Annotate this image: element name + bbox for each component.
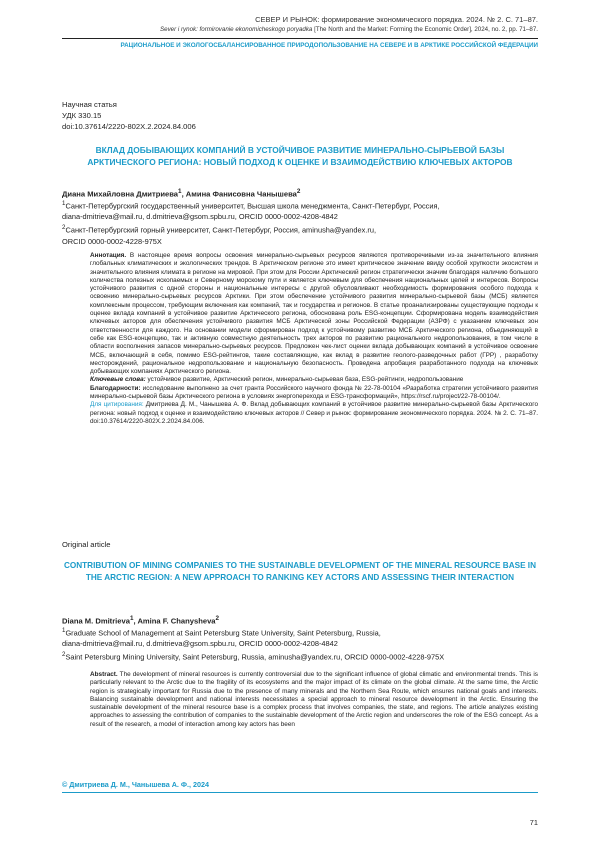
author-1-ru-sup: 1	[178, 188, 182, 195]
keywords-label-ru: Ключевые слова:	[90, 376, 146, 384]
abstract-block-ru	[90, 252, 538, 426]
affiliation-1-ru-text: Санкт-Петербургский государственный университет, Высшая школа менеджмента, Санкт-Петербург, Россия,	[65, 201, 440, 211]
journal-citation-en-rest: [The North and the Market: Forming the Economic Order], 2024, no. 2, pp. 71–87.	[312, 26, 538, 33]
author-2-en: Amina F. Chanysheva	[137, 616, 216, 626]
author-2-ru: Амина Фанисовна Чанышева	[185, 189, 297, 199]
article-type-ru: Научная статья	[62, 100, 117, 109]
article-title-ru: ВКЛАД ДОБЫВАЮЩИХ КОМПАНИЙ В УСТОЙЧИВОЕ РАЗВИТИЕ МИНЕРАЛЬНО-СЫРЬЕВОЙ БАЗЫ АРКТИЧЕСКОГО РЕГИОНА: НОВЫЙ ПОДХОД К ОЦЕНКЕ И ВЗАИМОДЕЙСТВИЮ КЛЮЧЕВЫХ АКТОРОВ	[87, 145, 513, 167]
citation-label-ru: Для цитирования:	[90, 401, 144, 409]
citation-text-ru: Дмитриева Д. М., Чанышева А. Ф. Вклад добывающих компаний в устойчивое развитие минерально-сырьевой базы Арктического региона: новый подход к оценке и взаимодействию ключевых акторов // Север и рынок: формирование экономического порядка. 2024. № 2. С. 71–87. doi:10.37614/2220-802X.2.2024.84.006.	[90, 401, 538, 425]
journal-citation-ru: СЕВЕР И РЫНОК: формирование экономического порядка. 2024. № 2. С. 71–87.	[255, 15, 538, 24]
abstract-ru	[90, 252, 538, 376]
acknowledgements-text-ru: исследование выполнено за счет гранта Российского научного фонда № 22-78-00104 «Разработка стратегии устойчивого развития минерально-сырьевой базы Арктического региона в условиях энергоперехода и ESG-трансформаций», https://rscf.ru/project/22-78-00104/.	[90, 384, 538, 401]
authors-en: Diana M. Dmitrieva$^1$, Amina F. Chanysheva$^2$	[62, 615, 220, 626]
journal-title-translit: Sever i rynok: formirovanie ekonomicheskogo poryadka	[160, 26, 313, 33]
author-1-en-sup: 1	[129, 615, 134, 622]
affiliation-2-ru-text: Санкт-Петербургский горный университет, Санкт-Петербург, Россия, aminusha@yandex.ru,	[65, 225, 377, 235]
affiliation-2-ru-contacts: ORCID 0000-0002-4228-975X	[62, 236, 162, 246]
running-header	[62, 14, 538, 51]
author-1-ru: Диана Михайловна Дмитриева	[62, 189, 179, 199]
article-meta	[62, 99, 196, 132]
doi-ru: doi:10.37614/2220-802X.2.2024.84.006	[62, 122, 196, 131]
page-number: 71	[529, 818, 538, 827]
abstract-en	[90, 671, 538, 729]
copyright-notice: © Дмитриева Д. М., Чанышева А. Ф., 2024	[62, 780, 210, 789]
keywords-text-ru: устойчивое развитие, Арктический регион, минерально-сырьевая база, ESG-рейтинги, недропользование	[145, 376, 464, 384]
affiliation-1-ru-sup: 1	[62, 200, 66, 207]
affiliation-2-en-sup: 2	[62, 651, 66, 659]
affiliation-1-en	[62, 625, 538, 638]
citation-ru	[90, 401, 538, 426]
affiliation-1-en-contacts: diana-dmitrieva@mail.ru, d.dmitrieva@gsom.spbu.ru, ORCID 0000-0002-4208-4842	[62, 639, 338, 649]
author-1-en: Diana M. Dmitrieva	[62, 616, 130, 626]
article-title-en: CONTRIBUTION OF MINING COMPANIES TO THE SUSTAINABLE DEVELOPMENT OF THE MINERAL RESOURCE BASE IN THE ARCTIC REGION: A NEW APPROACH TO RANKING KEY ACTORS AND ASSESSING THEIR INTERACTION	[63, 561, 536, 582]
affiliation-2-ru	[62, 222, 538, 235]
affiliations-ru	[62, 198, 538, 247]
abstract-label-ru: Аннотация.	[90, 252, 127, 259]
acknowledgements-ru	[90, 385, 538, 402]
affiliation-2-ru-sup: 2	[62, 224, 66, 232]
author-2-ru-sup: 2	[296, 188, 301, 195]
abstract-text-ru: В настоящее время вопросы освоения минерально-сырьевых ресурсов являются противоречивыми из-за значительного влияния глобальных климатических и экологических трендов. В Арктическом регионе это имеет критическое значение ввиду особой хрупкости экосистем и значительного влияния климата в регионе на мировой. При этом для России Арктический регион стратегически значим благодаря наличию большого количества полезных ископаемых и Северному морскому пути и является ключевым для обеспечения национальных целей и интересов. Вопросы устойчивого развития с одной стороны и национальные интересы с другой обусловливают необходимость формирования особого подхода к освоению минерально-сырьевых ресурсов Арктики. При этом обеспечение устойчивого развития минерально-сырьевой базы (МСБ) является комплексным процессом, требующим включения как компаний, так и государства и регионов. В статье проанализированы существующие подходы к оценке вклада компаний в устойчивое развитие Арктического региона, обоснована роль ESG-концепции. Сформирована модель взаимодействия ключевых акторов для обеспечения устойчивого развития МСБ Арктической зоны Российской Федерации (АЗРФ) с указанием ключевых зон ответственности для каждого. На основании модели сформирован подход к устойчивому развитию МСБ Арктического региона, объединяющий в себе как ESG-концепцию, так и активную совместную деятельность трех акторов по развитию рационального недропользования, в том числе в области восполнения запасов минерально-сырьевых ресурсов. Предложен чек-лист оценки вклада добывающих компаний в устойчивое освоение МСБ, включающий в себя, помимо ESG-рейтингов, такие составляющие, как вклад в развитие геолого-разведочных работ (ГРР) , разработку месторождений, рациональное недропользование и национальную безопасность. Проведена апробация разработанного подхода на ключевых добывающих компаниях Арктического региона.	[90, 252, 538, 376]
authors-ru: Диана Михайловна Дмитриева$^1$, Амина Фанисовна Чанышева$^2$	[62, 188, 301, 199]
affiliation-2-en-text: Saint Petersburg Mining University, Saint Petersburg, Russia, aminusha@yandex.ru, ORCID 0000-0002-4228-975X	[65, 652, 445, 662]
header-divider	[62, 38, 538, 39]
affiliation-1-ru	[62, 198, 538, 211]
affiliations-en	[62, 625, 538, 663]
acknowledgements-label-ru: Благодарности:	[90, 384, 141, 392]
affiliation-1-en-sup: 1	[62, 627, 66, 634]
affiliation-1-en-text: Graduate School of Management at Saint Petersburg State University, Saint Petersburg, Russia,	[65, 628, 381, 638]
journal-citation-en	[62, 25, 538, 35]
affiliation-1-ru-contacts: diana-dmitrieva@mail.ru, d.dmitrieva@gsom.spbu.ru, ORCID 0000-0002-4208-4842	[62, 212, 338, 222]
abstract-label-en: Abstract.	[90, 671, 118, 678]
abstract-text-en: The development of mineral resources is currently controversial due to the significant influence of global climatic and environmental trends. This is particularly relevant to the Arctic due to the fragility of its ecosystems and the major impact of its climate on the global climate. At the same time, the Arctic region is strategically important for Russia due to the presence of many minerals and the Northern Sea Route, which ensures national goals and interests. Balancing sustainable development and national interests necessitates a special approach to mineral resource development in the Arctic. Ensuring the sustainable development of the mineral resource base is a complex process that involves companies, the state, and regions. The article analyzes existing approaches to assessing the contribution of companies to the sustainable development of the Arctic region and underscores the role of the ESG concept. As a result of the research, a model of interaction among key actors has been	[90, 671, 538, 728]
author-2-en-sup: 2	[215, 615, 220, 622]
affiliation-2-en	[62, 649, 538, 662]
section-heading: РАЦИОНАЛЬНОЕ И ЭКОЛОГОСБАЛАНСИРОВАННОЕ ПРИРОДОПОЛЬЗОВАНИЕ НА СЕВЕРЕ И В АРКТИКЕ РОССИЙСКОЙ ФЕДЕРАЦИИ	[120, 42, 538, 49]
udk-code: УДК 330.15	[62, 111, 102, 120]
article-type-en: Original article	[62, 540, 111, 549]
keywords-ru	[90, 376, 538, 384]
footer-divider	[62, 792, 538, 793]
